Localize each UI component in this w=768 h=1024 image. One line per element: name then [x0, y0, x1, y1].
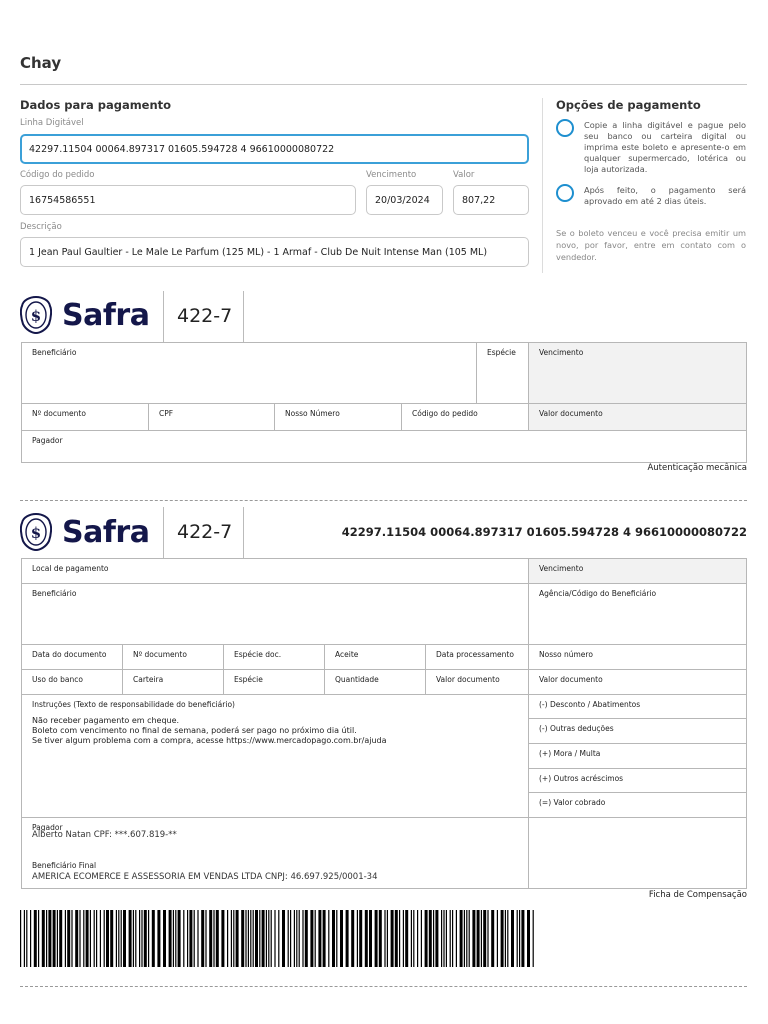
- barcode-bar: [305, 910, 308, 967]
- bank-logo: [20, 513, 149, 551]
- vencimento-cell: [528, 558, 747, 584]
- barcode-bar: [379, 910, 382, 967]
- instrucao-line: Se tiver algum problema com a compra, acesse https://www.mercadopago.com.br/ajuda: [32, 736, 387, 745]
- barcode-bar: [94, 910, 95, 967]
- valor-cobrado-cell: [528, 792, 747, 818]
- cell-label: Carteira: [133, 675, 164, 684]
- barcode-bar: [403, 910, 404, 967]
- barcode-bar: [83, 910, 84, 967]
- barcode-bar: [387, 910, 388, 967]
- barcode-bar: [141, 910, 142, 967]
- barcode-bar: [227, 910, 228, 967]
- instrucao-line: Não receber pagamento em cheque.: [32, 716, 180, 725]
- receipt-pagador-cell: [21, 430, 747, 463]
- barcode-bar: [271, 910, 272, 967]
- barcode-bar: [139, 910, 140, 967]
- barcode-bar: [106, 910, 109, 967]
- barcode-bar: [315, 910, 316, 967]
- codigo-pedido-field[interactable]: 16754586551: [20, 185, 356, 215]
- payment-data-heading: Dados para pagamento: [20, 98, 172, 112]
- barcode-bar: [505, 910, 506, 967]
- cell-label: (+) Mora / Multa: [539, 749, 601, 758]
- barcode-bar: [197, 910, 198, 967]
- receipt-codigo-pedido-cell: [401, 403, 529, 431]
- bank-code: 422-7: [177, 521, 233, 543]
- data-documento-cell: [21, 644, 123, 670]
- barcode-bar: [477, 910, 480, 967]
- cell-label: (-) Desconto / Abatimentos: [539, 700, 641, 709]
- bank-code: 422-7: [177, 305, 233, 327]
- mora-cell: [528, 743, 747, 769]
- barcode-bar: [148, 910, 149, 967]
- barcode-bar: [288, 910, 289, 967]
- barcode-bar: [209, 910, 212, 967]
- cell-label: Nosso Número: [285, 409, 340, 418]
- barcode-bar: [178, 910, 181, 967]
- bank-divider: [243, 507, 244, 558]
- barcode-bar: [519, 910, 520, 967]
- barcode-bar: [266, 910, 267, 967]
- beneficiario-final-value: AMERICA ECOMERCE E ASSESSORIA EM VENDAS LTDA CNPJ: 46.697.925/0001-34: [32, 872, 378, 882]
- beneficiario-cell: [21, 583, 529, 645]
- barcode-bar: [71, 910, 72, 967]
- barcode-bar: [104, 910, 105, 967]
- barcode-bar: [395, 910, 398, 967]
- receipt-nosso-numero-cell: [274, 403, 402, 431]
- barcode-bar: [236, 910, 239, 967]
- barcode-bar: [59, 910, 62, 967]
- n-documento-cell: [122, 644, 224, 670]
- cell-label: Espécie: [234, 675, 263, 684]
- barcode-bar: [433, 910, 434, 967]
- receipt-valor-documento-cell: [528, 403, 747, 431]
- barcode-bar: [274, 910, 275, 967]
- barcode-bar: [216, 910, 219, 967]
- desconto-cell: [528, 694, 747, 719]
- barcode-bar: [90, 910, 91, 967]
- codigo-pedido-label: Código do pedido: [20, 170, 95, 180]
- cell-label: Instruções (Texto de responsabilidade do beneficiário): [32, 700, 235, 709]
- barcode-bar: [299, 910, 300, 967]
- barcode-bar: [189, 910, 192, 967]
- barcode-bar: [67, 910, 70, 967]
- barcode-bar: [443, 910, 444, 967]
- especie-cell: [223, 669, 325, 695]
- linha-digitavel-header: 42297.11504 00064.897317 01605.594728 4 96610000080722: [341, 525, 747, 539]
- nosso-numero-cell: [528, 644, 747, 670]
- instrucoes-cell: [21, 694, 529, 818]
- barcode-bar: [233, 910, 234, 967]
- barcode-bar: [497, 910, 498, 967]
- cell-label: Espécie: [487, 348, 516, 357]
- barcode-bar: [533, 910, 534, 967]
- barcode-bar: [417, 910, 418, 967]
- barcode-bar: [135, 910, 136, 967]
- bank-name: Safra: [62, 297, 150, 333]
- barcode-bar: [250, 910, 251, 967]
- barcode-bar: [464, 910, 465, 967]
- cell-label: Aceite: [335, 650, 359, 659]
- barcode-bar: [175, 910, 176, 967]
- barcode-bar: [133, 910, 134, 967]
- barcode-bar: [42, 910, 45, 967]
- barcode-bar: [359, 910, 362, 967]
- barcode-bar: [290, 910, 291, 967]
- cell-label: (-) Outras deduções: [539, 724, 614, 733]
- linha-digitavel-label: Linha Digitável: [20, 118, 84, 128]
- barcode-bar: [323, 910, 326, 967]
- cell-label: Vencimento: [539, 348, 584, 357]
- local-pagamento-cell: [21, 558, 529, 584]
- barcode-bar: [100, 910, 101, 967]
- receipt-especie-cell: [476, 342, 529, 404]
- barcode-bar: [507, 910, 508, 967]
- bank-divider: [163, 291, 164, 342]
- barcode-bar: [328, 910, 329, 967]
- barcode-bar: [245, 910, 246, 967]
- barcode-bar: [456, 910, 457, 967]
- cell-label: CPF: [159, 409, 174, 418]
- barcode-bar: [481, 910, 482, 967]
- barcode-bar: [346, 910, 349, 967]
- barcode-bar: [48, 910, 51, 967]
- barcode-bar: [96, 910, 97, 967]
- barcode-bar: [79, 910, 80, 967]
- outras-deducoes-cell: [528, 718, 747, 744]
- receipt-cpf-cell: [148, 403, 275, 431]
- barcode-bar: [501, 910, 504, 967]
- cell-label: Uso do banco: [32, 675, 83, 684]
- barcode-bar: [121, 910, 122, 967]
- barcode-bar: [194, 910, 195, 967]
- barcode-bar: [278, 910, 279, 967]
- barcode-bar: [231, 910, 232, 967]
- uso-banco-cell: [21, 669, 123, 695]
- barcode-bar: [129, 910, 132, 967]
- safra-seal-icon: [20, 296, 52, 334]
- cell-label: Beneficiário: [32, 589, 77, 598]
- barcode-bar: [248, 910, 249, 967]
- vencimento-field[interactable]: 20/03/2024: [366, 185, 443, 215]
- barcode-bar: [369, 910, 372, 967]
- aceite-cell: [324, 644, 426, 670]
- barcode-bar: [399, 910, 400, 967]
- barcode-bar: [411, 910, 412, 967]
- barcode-bar: [441, 910, 442, 967]
- barcode-bar: [201, 910, 204, 967]
- option-text-1: Copie a linha digitável e pague pelo seu banco ou carteira digital ou imprima este boleto e apresente-o em qualquer supermercado, lotérica ou loja autorizada.: [584, 120, 746, 174]
- barcode-bar: [241, 910, 244, 967]
- cell-label: Data do documento: [32, 650, 107, 659]
- barcode-bar: [460, 910, 463, 967]
- pagador-side-cell: [528, 817, 747, 889]
- cut-line: [20, 500, 747, 501]
- barcode-bar: [429, 910, 432, 967]
- bank-divider: [163, 507, 164, 558]
- valor-documento-cell: [528, 669, 747, 695]
- barcode-bar: [351, 910, 354, 967]
- carteira-cell: [122, 669, 224, 695]
- barcode-bar: [521, 910, 524, 967]
- cell-label: Data processamento: [436, 650, 514, 659]
- outros-acrescimos-cell: [528, 768, 747, 793]
- barcode-bar: [169, 910, 172, 967]
- barcode-bar: [310, 910, 313, 967]
- valor-field[interactable]: 807,22: [453, 185, 529, 215]
- barcode-bar: [391, 910, 394, 967]
- descricao-label: Descrição: [20, 222, 62, 232]
- cell-label: Espécie doc.: [234, 650, 282, 659]
- barcode-bar: [491, 910, 494, 967]
- barcode-bar: [255, 910, 258, 967]
- quantidade-cell: [324, 669, 426, 695]
- barcode-bar: [296, 910, 297, 967]
- cell-label: Pagador: [32, 823, 63, 832]
- barcode-bar: [24, 910, 25, 967]
- barcode-bar: [450, 910, 451, 967]
- barcode-bar: [365, 910, 368, 967]
- data-processamento-cell: [425, 644, 529, 670]
- barcode-bar: [144, 910, 147, 967]
- barcode-bar: [253, 910, 254, 967]
- bank-divider: [243, 291, 244, 342]
- barcode-bar: [221, 910, 224, 967]
- barcode-bar: [425, 910, 428, 967]
- barcode-bar: [517, 910, 518, 967]
- cell-label: Valor documento: [539, 409, 603, 418]
- barcode-bar: [446, 910, 447, 967]
- barcode-bar: [65, 910, 66, 967]
- barcode-bar: [30, 910, 31, 967]
- barcode-bar: [163, 910, 166, 967]
- option-text-2: Após feito, o pagamento será aprovado em até 2 dias úteis.: [584, 185, 746, 206]
- barcode-bar: [318, 910, 321, 967]
- barcode-bar: [405, 910, 408, 967]
- barcode-bar: [38, 910, 39, 967]
- agencia-cell: [528, 583, 747, 645]
- cell-label: Nº documento: [133, 650, 187, 659]
- help-text: Se o boleto venceu e você precisa emitir um novo, por favor, entre em contato com o vendedor.: [556, 228, 746, 262]
- barcode-bar: [340, 910, 343, 967]
- barcode-bar: [294, 910, 295, 967]
- barcode-bar: [282, 910, 285, 967]
- cell-label: Quantidade: [335, 675, 379, 684]
- barcode-bar: [118, 910, 119, 967]
- barcode-bar: [302, 910, 303, 967]
- barcode-bar: [213, 910, 214, 967]
- barcode-bar: [152, 910, 155, 967]
- barcode-bar: [86, 910, 89, 967]
- cell-label: Código do pedido: [412, 409, 478, 418]
- payment-options-heading: Opções de pagamento: [556, 98, 701, 112]
- cell-label: Local de pagamento: [32, 564, 109, 573]
- cell-label: Valor documento: [539, 675, 603, 684]
- cell-label: (=) Valor cobrado: [539, 798, 606, 807]
- barcode-bar: [110, 910, 113, 967]
- cell-label: Valor documento: [436, 675, 500, 684]
- cell-label: (+) Outros acréscimos: [539, 774, 624, 783]
- receipt-vencimento-cell: [528, 342, 747, 404]
- section-divider: [542, 98, 543, 273]
- barcode-bar: [357, 910, 358, 967]
- cell-label: Beneficiário: [32, 348, 77, 357]
- barcode-bar: [75, 910, 78, 967]
- barcode-bar: [452, 910, 453, 967]
- barcode-bar: [268, 910, 269, 967]
- barcode-bar: [421, 910, 422, 967]
- pagador-value: Alberto Natan CPF: ***.607.819-**: [32, 830, 177, 840]
- linha-digitavel-field[interactable]: 42297.11504 00064.897317 01605.594728 4 96610000080722: [20, 134, 529, 164]
- cut-line: [20, 986, 747, 987]
- barcode-bar: [116, 910, 117, 967]
- cell-label: Nº documento: [32, 409, 86, 418]
- option-radio-icon[interactable]: [556, 119, 574, 137]
- barcode-bar: [53, 910, 56, 967]
- barcode-bar: [336, 910, 337, 967]
- barcode-bar: [466, 910, 467, 967]
- bank-logo: [20, 296, 149, 334]
- barcode-bar: [262, 910, 265, 967]
- svg-text:$: $: [30, 307, 42, 325]
- barcode-bar: [487, 910, 488, 967]
- barcode-bar: [511, 910, 514, 967]
- cell-label: Agência/Código do Beneficiário: [539, 589, 657, 598]
- cell-label: Beneficiário Final: [32, 861, 97, 870]
- barcode-bar: [46, 910, 47, 967]
- page-title: Chay: [20, 54, 62, 72]
- cell-label: Pagador: [32, 436, 63, 445]
- barcode-bar: [20, 910, 21, 967]
- barcode-bar: [57, 910, 58, 967]
- barcode-bar: [435, 910, 438, 967]
- barcode-bar: [483, 910, 486, 967]
- barcode-bar: [413, 910, 414, 967]
- autenticacao-mecanica: Autenticação mecânica: [647, 463, 747, 473]
- barcode-bar: [469, 910, 470, 967]
- valor-documento-mid-cell: [425, 669, 529, 695]
- pagador-cell: [21, 817, 529, 889]
- barcode-bar: [472, 910, 475, 967]
- especie-doc-cell: [223, 644, 325, 670]
- header-divider: [20, 84, 747, 85]
- instrucao-line: Boleto com vencimento no final de semana, poderá ser pago no próximo dia útil.: [32, 726, 357, 735]
- safra-seal-icon: [20, 513, 52, 551]
- barcode-bar: [173, 910, 174, 967]
- cell-label: Vencimento: [539, 564, 584, 573]
- barcode-bar: [34, 910, 37, 967]
- barcode-icon: [20, 910, 536, 967]
- valor-label: Valor: [453, 170, 475, 180]
- barcode-bar: [205, 910, 206, 967]
- barcode-bar: [259, 910, 260, 967]
- vencimento-label: Vencimento: [366, 170, 417, 180]
- svg-text:$: $: [30, 524, 42, 542]
- bank-name: Safra: [62, 514, 150, 550]
- option-radio-icon[interactable]: [556, 184, 574, 202]
- descricao-field[interactable]: 1 Jean Paul Gaultier - Le Male Le Parfum (125 ML) - 1 Armaf - Club De Nuit Intense Man (105 ML): [20, 237, 529, 267]
- barcode-bar: [26, 910, 27, 967]
- barcode-bar: [157, 910, 160, 967]
- receipt-beneficiario-cell: [21, 342, 477, 404]
- ficha-compensacao: Ficha de Compensação: [648, 890, 747, 900]
- barcode-bar: [187, 910, 188, 967]
- barcode-bar: [183, 910, 184, 967]
- barcode-bar: [384, 910, 385, 967]
- barcode-bar: [375, 910, 378, 967]
- receipt-n-documento-cell: [21, 403, 149, 431]
- barcode-bar: [332, 910, 335, 967]
- barcode-bar: [123, 910, 126, 967]
- cell-label: Nosso número: [539, 650, 593, 659]
- barcode-bar: [527, 910, 530, 967]
